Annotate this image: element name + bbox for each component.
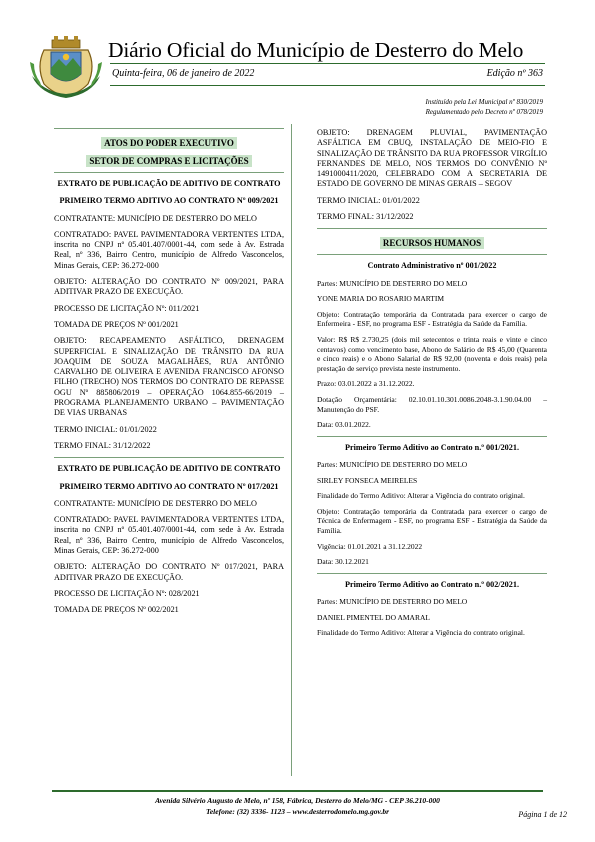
dotacao: Dotação Orçamentária: 02.10.01.10.301.0086.2048-3.1.90.04.00 – Manutenção do PSF. xyxy=(317,395,547,414)
right-column xyxy=(317,128,547,644)
amendment-title: Primeiro Termo Aditivo ao Contrato n.º 001/2021. xyxy=(344,442,520,452)
processo-licitacao: PROCESSO DE LICITAÇÃO Nº: 028/2021 xyxy=(54,588,200,598)
extract-title: EXTRATO DE PUBLICAÇÃO DE ADITIVO DE CONTRATO xyxy=(57,179,281,188)
section-header-rh xyxy=(317,228,547,255)
contratante: CONTRATANTE: MUNICÍPIO DE DESTERRO DO MELO xyxy=(54,498,257,508)
section-header-executivo xyxy=(54,128,284,173)
contracted-person: DANIEL PIMENTEL DO AMARAL xyxy=(317,612,430,622)
amendment-title: Primeiro Termo Aditivo ao Contrato n.º 002/2021. xyxy=(344,579,520,589)
section-title-executivo: ATOS DO PODER EXECUTIVO xyxy=(101,137,237,149)
column-divider xyxy=(291,124,292,776)
vigencia: Vigência: 01.01.2021 a 31.12.2022 xyxy=(317,541,423,551)
contratado: CONTRATADO: PAVEL PAVIMENTADORA VERTENTES LTDA, inscrita no CNPJ nº 05.401.407/0001-44, com sede à Av. Estrada Real, nº 336, Bairro Centro, município de Alfredo Vasconcelos, Minas Gerais, CEP: 36.272-000 xyxy=(54,515,284,556)
page-number: Página 1 de 12 xyxy=(518,810,567,819)
publication-date: Quinta-feira, 06 de janeiro de 2022 xyxy=(112,68,255,79)
contracted-person: SIRLEY FONSECA MEIRELES xyxy=(317,475,418,485)
edition-number: Edição nº 363 xyxy=(486,68,543,79)
objeto: Objeto: Contratação temporária da Contratada para exercer o cargo de Enfermeira - ESF, no programa ESF - Estratégia da Saúde da Família. xyxy=(317,309,547,329)
termo-inicial: TERMO INICIAL: 01/01/2022 xyxy=(54,424,157,434)
objeto: OBJETO: ALTERAÇÃO DO CONTRATO Nº 017/2021, PARA ADITIVAR PRAZO DE EXECUÇÃO. xyxy=(54,562,284,582)
finalidade: Finalidade do Termo Aditivo: Alterar a Vigência do contrato original. xyxy=(317,491,525,501)
extract-subtitle: PRIMEIRO TERMO ADITIVO AO CONTRATO Nº 009/2021 xyxy=(59,196,279,206)
municipal-coat-of-arms xyxy=(26,32,106,100)
section-rule xyxy=(317,573,547,574)
partes: Partes: MUNICÍPIO DE DESTERRO DO MELO xyxy=(317,460,468,470)
header-rule-top xyxy=(110,63,545,64)
footer-contact: Telefone: (32) 3336- 1123 – www.desterrodomelo.mg.gov.br xyxy=(205,807,390,816)
header-rule-bottom xyxy=(110,85,545,86)
contratado: CONTRATADO: PAVEL PAVIMENTADORA VERTENTES LTDA, inscrita no CNPJ nº 05.401.407/0001-44, com sede à Av. Estrada Real, nº 336, Bairro Centro, município de Alfredo Vasconcelos, Minas Gerais, CEP: 36.272-000 xyxy=(54,229,284,270)
termo-inicial: TERMO INICIAL: 01/01/2022 xyxy=(317,195,420,205)
finalidade: Finalidade do Termo Aditivo: Alterar a Vigência do contrato original. xyxy=(317,628,525,638)
contract-title: Contrato Administrativo nº 001/2022 xyxy=(367,261,497,271)
section-rule xyxy=(54,457,284,458)
left-column xyxy=(54,128,284,622)
termo-final: TERMO FINAL: 31/12/2022 xyxy=(317,212,414,222)
newspaper-title: Diário Oficial do Município de Desterro do Melo xyxy=(108,38,524,62)
section-title-compras: SETOR DE COMPRAS E LICITAÇÕES xyxy=(86,155,251,167)
data: Data: 03.01.2022. xyxy=(317,420,371,430)
tomada-precos: TOMADA DE PREÇOS Nº 002/2021 xyxy=(54,605,179,615)
partes: Partes: MUNICÍPIO DE DESTERRO DO MELO xyxy=(317,278,468,288)
objeto: Objeto: Contratação temporária da Contratada para exercer o cargo de Técnica de Enfermagem - ESF, no programa ESF - Estratégia da Saúde da Família. xyxy=(317,506,547,536)
institution-law: Instituído pela Lei Municipal nº 830/2019 xyxy=(425,98,543,106)
section-title-rh: RECURSOS HUMANOS xyxy=(380,237,484,249)
extract-subtitle: PRIMEIRO TERMO ADITIVO AO CONTRATO Nº 017/2021 xyxy=(59,481,279,491)
institution-decree: Regulamentado pelo Decreto nº 078/2019 xyxy=(425,108,543,116)
termo-final: TERMO FINAL: 31/12/2022 xyxy=(54,440,151,450)
tomada-precos: TOMADA DE PREÇOS Nº 001/2021 xyxy=(54,319,179,329)
footer-address: Avenida Silvério Augusto de Melo, nº 158, Fábrica, Desterro do Melo/MG - CEP 36.210-000 xyxy=(155,796,440,805)
objeto-detalhe: OBJETO: RECAPEAMENTO ASFÁLTICO, DRENAGEM SUPERFICIAL E SINALIZAÇÃO DE TRÂNSITO DA RUA JOAQUIM DE SOUZA MAGALHÃES, RUA ANTÔNIO CARVALHO DE OLIVEIRA E AVENIDA FRANCISCO AFONSO FILHO (TRECHO) NOS TERMOS DO CONTRATO DE REPASSE OGU Nº 885806/2019 – OPERAÇÃO 1064.855-66/2019 – PROGRAMA PLANEJAMENTO URBANO – PAVIMENTAÇÃO DE VIAS URBANAS xyxy=(54,336,284,418)
partes: Partes: MUNICÍPIO DE DESTERRO DO MELO xyxy=(317,597,468,607)
data: Data: 30.12.2021 xyxy=(317,557,369,567)
objeto: OBJETO: ALTERAÇÃO DO CONTRATO Nº 009/2021, PARA ADITIVAR PRAZO DE EXECUÇÃO. xyxy=(54,277,284,297)
contratante: CONTRATANTE: MUNICÍPIO DE DESTERRO DO MELO xyxy=(54,213,257,223)
valor: Valor: R$ R$ 2.730,25 (dois mil setecentos e trinta reais e vinte e cinco centavos) como vencimento base, Abono de Salário de R$ 45,00 (Quarenta e cinco reais) e o Abono Salarial de R$ 92,00 (noventa e dois reais) pela prestação de serviço prevista neste instrumento. xyxy=(317,335,547,373)
contracted-person: YONE MARIA DO ROSARIO MARTIM xyxy=(317,294,445,304)
processo-licitacao: PROCESSO DE LICITAÇÃO Nº: 011/2021 xyxy=(54,303,200,313)
extract-title: EXTRATO DE PUBLICAÇÃO DE ADITIVO DE CONTRATO xyxy=(57,464,281,474)
footer-rule xyxy=(52,790,543,792)
section-rule xyxy=(317,436,547,437)
objeto-detalhe: OBJETO: DRENAGEM PLUVIAL, PAVIMENTAÇÃO ASFÁLTICA EM CBUQ, INSTALAÇÃO DE MEIO-FIO E SINALIZAÇÃO DE TRÂNSITO DA RUA PROFESSOR VIRGÍLIO FERNANDES DE MELO, NOS TERMOS DO CONVÊNIO Nº 1491000411/2020, CELEBRADO COM A SECRETARIA DE ESTADO DE GOVERNO DE MINAS GERAIS – SEGOV xyxy=(317,128,547,189)
prazo: Prazo: 03.01.2022 a 31.12.2022. xyxy=(317,379,415,389)
